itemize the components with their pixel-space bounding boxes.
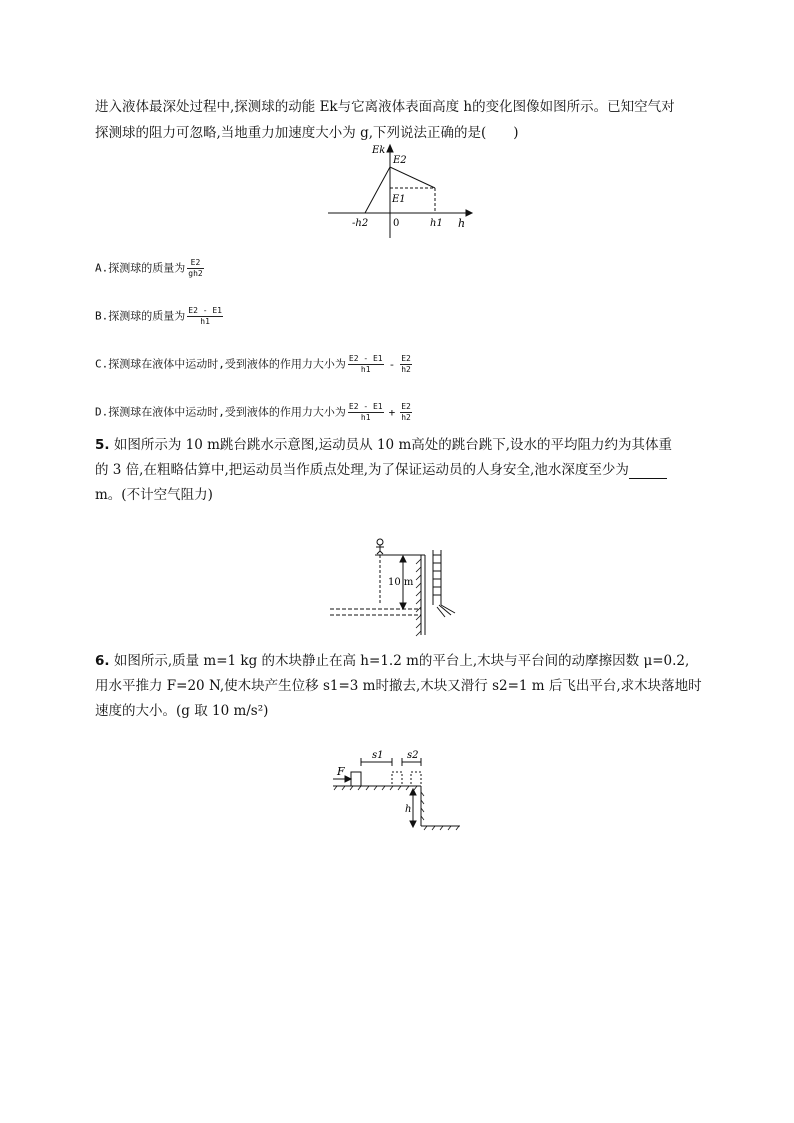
q4-line-2: 探测球的阻力可忽略,当地重力加速度大小为 g,下列说法正确的是( ) xyxy=(95,125,519,141)
option-d-num1: E2 - E1 xyxy=(348,402,383,411)
s2-label: s2 xyxy=(407,750,419,761)
option-c-op: - xyxy=(388,357,396,371)
q5-line-1 xyxy=(95,436,672,454)
wood-block xyxy=(351,772,361,786)
e2-label: E2 xyxy=(393,155,407,166)
zero-label: 0 xyxy=(393,218,400,229)
s1-label: s1 xyxy=(372,750,384,761)
option-c-den1: h1 xyxy=(360,365,371,374)
option-b-den: h1 xyxy=(200,317,210,326)
option-a-text: A.探测球的质量为 xyxy=(95,261,186,275)
q5-line-2-text: 的 3 倍,在粗略估算中,把运动员当作质点处理,为了保证运动员的人身安全,池水深度至少为 xyxy=(95,462,629,478)
option-d-den2: h2 xyxy=(401,413,411,422)
height-label: 10 m xyxy=(388,577,414,588)
q6-number: 6. xyxy=(95,653,110,669)
option-b[interactable] xyxy=(95,306,225,327)
q5-line-2 xyxy=(95,461,667,479)
q6-line-3: 速度的大小。(g 取 10 m/s²) xyxy=(95,703,269,719)
option-c-den2: h2 xyxy=(401,365,411,374)
option-d-op: + xyxy=(388,405,396,419)
option-c-text: C.探测球在液体中运动时,受到液体的作用力大小为 xyxy=(95,357,346,371)
option-c-num1: E2 - E1 xyxy=(348,354,383,363)
option-a-den: gh2 xyxy=(188,269,203,278)
q6-line-1-text: 如图所示,质量 m=1 kg 的木块静止在高 h=1.2 m的平台上,木块与平台间的动摩擦因数 μ=0.2, xyxy=(113,653,690,669)
option-b-text: B.探测球的质量为 xyxy=(95,309,186,323)
option-d-num2: E2 xyxy=(401,402,411,411)
ek-h-graph xyxy=(320,140,480,240)
option-d[interactable] xyxy=(95,402,414,423)
option-c-num2: E2 xyxy=(401,354,411,363)
q5-line-3: m。(不计空气阻力) xyxy=(95,487,213,503)
option-d-den1: h1 xyxy=(360,413,371,422)
ek-curve xyxy=(365,167,435,213)
option-c[interactable] xyxy=(95,354,414,375)
h1-label: h1 xyxy=(430,218,443,229)
ek-label: Ek xyxy=(372,145,386,156)
h-label: h xyxy=(458,217,466,230)
neg-h2-label: -h2 xyxy=(352,218,369,229)
force-label: F xyxy=(337,765,345,778)
option-b-num: E2 - E1 xyxy=(188,306,222,315)
q6-line-2: 用水平推力 F=20 N,使木块产生位移 s1=3 m时撤去,木块又滑行 s2=1 m 后飞出平台,求木块落地时 xyxy=(95,678,702,694)
option-a-num: E2 xyxy=(187,258,203,269)
e1-label: E1 xyxy=(392,194,406,205)
option-a[interactable] xyxy=(95,258,206,279)
option-d-text: D.探测球在液体中运动时,受到液体的作用力大小为 xyxy=(95,405,346,419)
q5-number: 5. xyxy=(95,437,110,453)
q5-line-1-text: 如图所示为 10 m跳台跳水示意图,运动员从 10 m高处的跳台跳下,设水的平均阻力约为其体重 xyxy=(113,437,673,453)
answer-blank[interactable] xyxy=(629,466,667,479)
diving-figure xyxy=(325,535,465,637)
q4-line-1: 进入液体最深处过程中,探测球的动能 Ek与它离液体表面高度 h的变化图像如图所示。已知空气对 xyxy=(95,99,675,115)
q6-line-1 xyxy=(95,652,689,670)
h-label: h xyxy=(405,804,412,815)
diver-head xyxy=(377,539,383,545)
block-platform-figure xyxy=(325,740,465,832)
